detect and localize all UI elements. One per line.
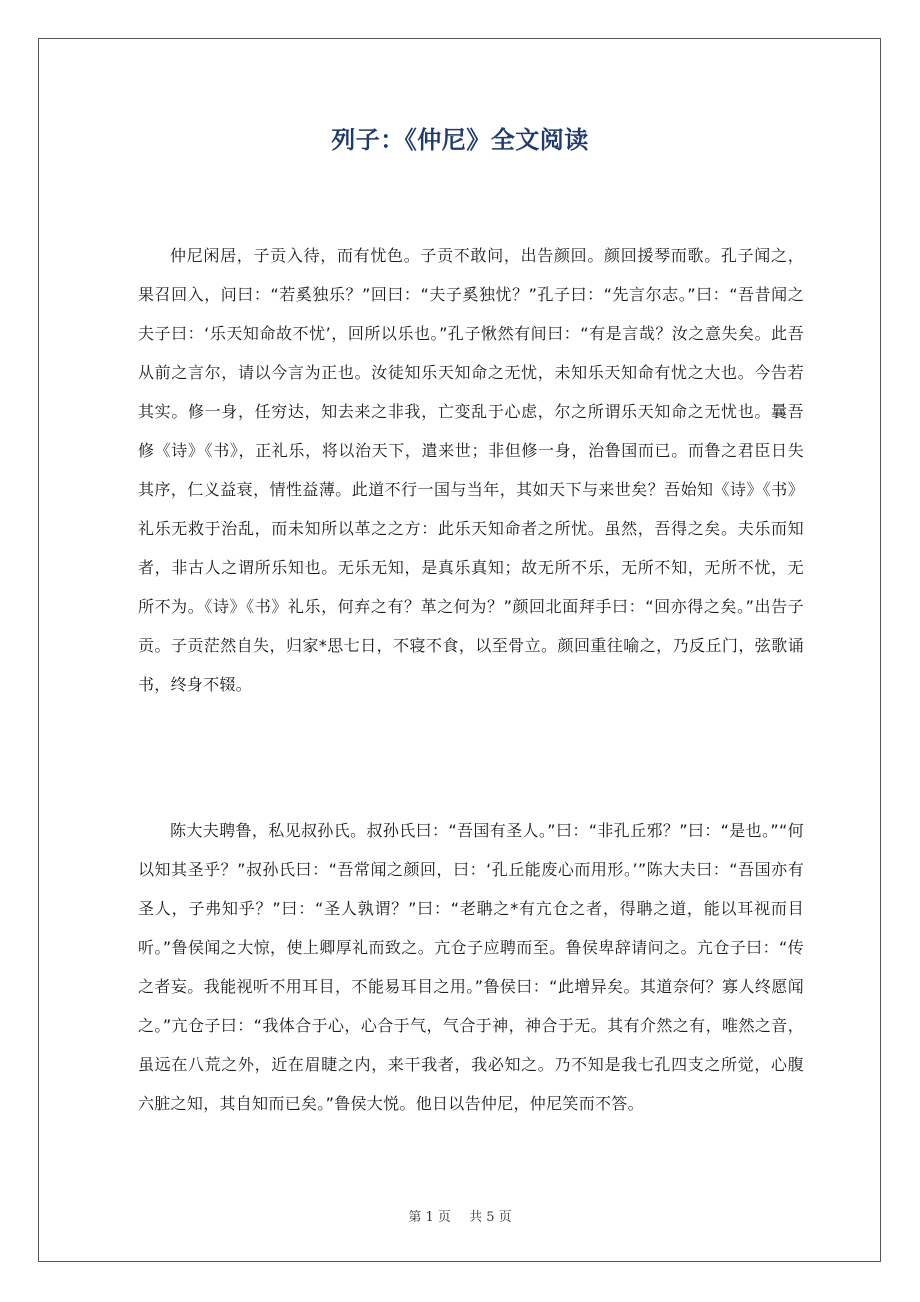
paragraph-text: 仲尼闲居，子贡入待，而有忧色。子贡不敢问，出告颜回。颜回援琴而歌。孔子闻之，果召回入，问曰：“若奚独乐？”回曰：“夫子奚独忧？”孔子曰：“先言尔志。”曰：“吾昔闻之夫子曰：‘乐天知命故不忧’，回所以乐也。”孔子愀然有间曰：“有是言哉？汝之意失矣。此吾从前之言尔，请以今言为正也。汝徒知乐天知命之无忧，未知乐天知命有忧之大也。今告若其实。修一身，任穷达，知去来之非我，亡变乱于心虑，尔之所谓乐天知命之无忧也。曩吾修《诗》《书》，正礼乐，将以治天下，遣来世；非但修一身，治鲁国而已。而鲁之君臣日失其序，仁义益衰，情性益薄。此道不行一国与当年，其如天下与来世矣？吾始知《诗》《书》礼乐无救于治乱，而未知所以革之之方：此乐天知命者之所忧。虽然，吾得之矣。夫乐而知者，非古人之谓所乐知也。无乐无知，是真乐真知；故无所不乐，无所不知，无所不忧，无所不为。《诗》《书》礼乐，何弃之有？革之何为？”颜回北面拜手曰：“回亦得之矣。”出告子贡。子贡茫然自失，归家*思七日，不寝不食，以至骨立。颜回重往喻之，乃反丘门，弦歌诵书，终身不辍。 (138, 246, 804, 694)
body-paragraph-2 (138, 811, 804, 1123)
body-paragraph-1 (138, 236, 804, 704)
page-number: 第 1 页 (408, 1210, 451, 1225)
document-title: 列子：《仲尼》全文阅读 (331, 126, 589, 154)
page-footer (0, 1206, 920, 1225)
total-pages: 共 5 页 (469, 1210, 512, 1225)
paragraph-text: 陈大夫聘鲁，私见叔孙氏。叔孙氏曰：“吾国有圣人。”曰：“非孔丘邪？”曰：“是也。”“何以知其圣乎？”叔孙氏曰：“吾常闻之颜回，曰：‘孔丘能废心而用形。’”陈大夫曰：“吾国亦有圣人，子弗知乎？”曰：“圣人孰谓？”曰：“老聃之*有亢仓之者，得聃之道，能以耳视而目听。”鲁侯闻之大惊，使上卿厚礼而致之。亢仓子应聘而至。鲁侯卑辞请问之。亢仓子曰：“传之者妄。我能视听不用耳目，不能易耳目之用。”鲁侯曰：“此增异矣。其道奈何？寡人终愿闻之。”亢仓子曰：“我体合于心，心合于气，气合于神，神合于无。其有介然之有，唯然之音，虽远在八荒之外，近在眉睫之内，来干我者，我必知之。乃不知是我七孔四支之所觉，心腹六脏之知，其自知而已矣。”鲁侯大悦。他日以告仲尼，仲尼笑而不答。 (138, 821, 804, 1113)
